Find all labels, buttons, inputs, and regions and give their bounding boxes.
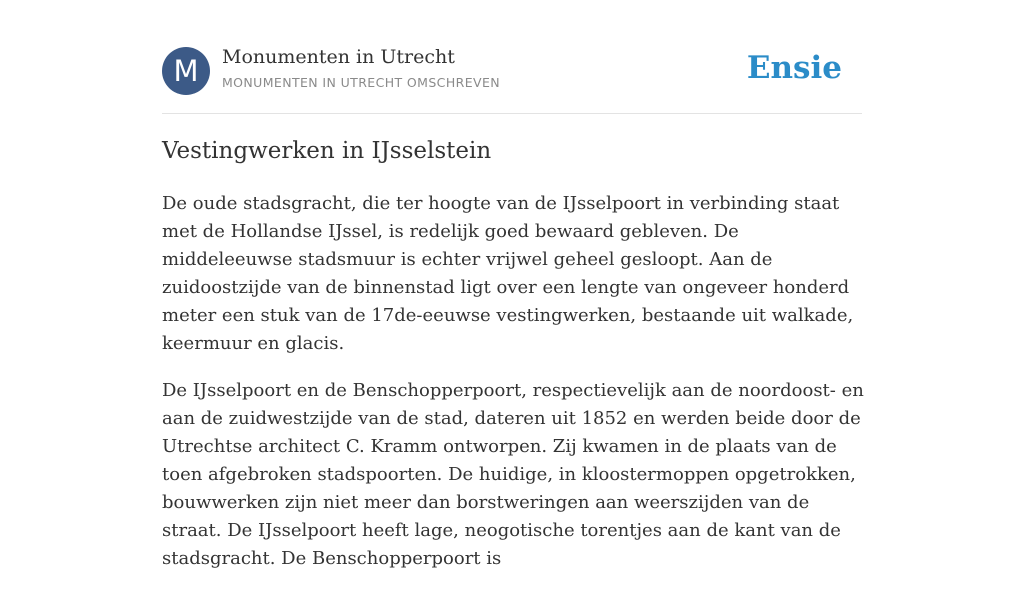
brand-logo[interactable]: Ensie <box>746 50 842 86</box>
site-avatar[interactable]: M <box>162 47 210 95</box>
article-paragraph: De oude stadsgracht, die ter hoogte van de IJsselpoort in verbinding staat met de Hollandse IJssel, is redelijk goed bewaard gebleven. De middeleeuwse stadsmuur is echter vrijwel geheel gesloopt. Aan de zuidoostzijde van de binnenstad ligt over een lengte van ongeveer honderd meter een stuk van de 17de-eeuwse vestingwerken, bestaande uit walkade, keermuur en glacis. <box>162 193 854 354</box>
site-title[interactable]: Monumenten in Utrecht <box>222 46 455 68</box>
site-subtitle: MONUMENTEN IN UTRECHT OMSCHREVEN <box>222 75 500 90</box>
site-header <box>162 46 862 96</box>
article-paragraph: De IJsselpoort en de Benschopperpoort, respectievelijk aan de noordoost- en aan de zuidwestzijde van de stad, dateren uit 1852 en werden beide door de Utrechtse architect C. Kramm ontworpen. Zij kwamen in de plaats van de toen afgebroken stadspoorten. De huidige, in kloostermoppen opgetrokken, bouwwerken zijn niet meer dan borstweringen aan weerszijden van de straat. De IJsselpoort heeft lage, neogotische torentjes aan de kant van de stadsgracht. De Benschopperpoort is <box>162 380 864 569</box>
article-body <box>162 190 864 592</box>
header-divider <box>162 113 862 114</box>
article-title: Vestingwerken in IJsselstein <box>162 138 492 164</box>
